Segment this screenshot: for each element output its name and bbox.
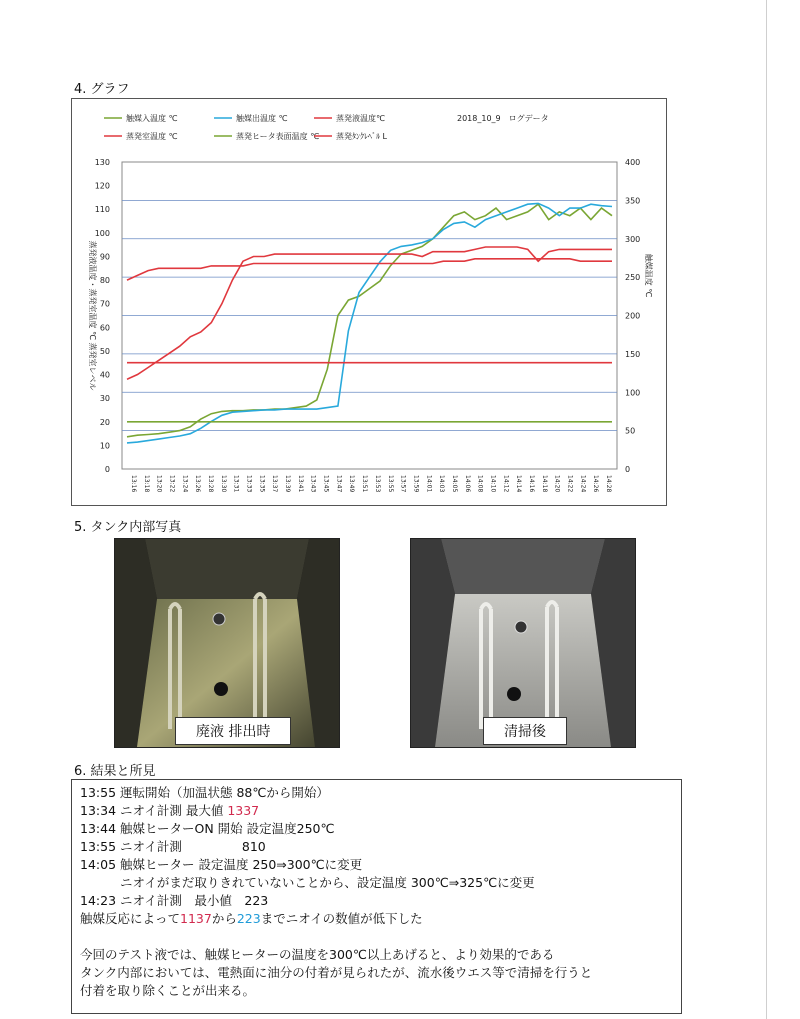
x-tick-label: 13:16	[130, 475, 137, 493]
photo-section-title: 5. タンク内部写真	[74, 520, 182, 535]
chart-annotation: 2018_10_9 ログデータ	[457, 114, 549, 123]
left-tick-label: 120	[94, 181, 110, 191]
tank-photo-before	[114, 538, 340, 748]
left-tick-label: 70	[99, 299, 110, 309]
right-axis-label: 触媒温度 ℃	[644, 253, 653, 298]
result-line-8	[80, 910, 673, 928]
result-line-8-suffix: までニオイの数値が低下した	[260, 911, 423, 926]
tank-interior-after-image	[411, 539, 635, 747]
page-edge-line	[766, 0, 767, 1019]
right-tick-label: 150	[625, 349, 641, 359]
x-tick-label: 13:47	[335, 475, 343, 493]
x-tick-label: 14:20	[553, 475, 561, 493]
results-section-title: 6. 結果と所見	[74, 764, 156, 779]
left-tick-label: 40	[99, 370, 110, 380]
x-tick-label: 14:12	[502, 475, 510, 493]
left-tick-label: 0	[104, 465, 110, 474]
right-tick-label: 250	[625, 273, 641, 283]
legend-label: 蒸発室温度 ℃	[126, 132, 178, 141]
tank-photo-after	[410, 538, 636, 748]
x-tick-label: 14:14	[515, 475, 523, 493]
photo-caption-after: 清掃後	[483, 717, 567, 745]
right-tick-label: 350	[625, 196, 641, 206]
right-tick-label: 200	[625, 311, 641, 321]
x-tick-label: 13:37	[271, 475, 279, 493]
x-tick-label: 14:28	[605, 475, 612, 493]
log-chart	[72, 99, 666, 505]
series-line-3	[127, 247, 612, 379]
odor-value-810: 810	[241, 839, 266, 854]
x-tick-label: 13:24	[181, 475, 189, 493]
x-tick-label: 13:39	[284, 475, 292, 493]
result-line-7: 14:23 ニオイ計測 最小値 223	[80, 893, 269, 908]
x-tick-label: 13:45	[322, 475, 330, 493]
result-line-1: 13:55 運転開始（加温状態 88℃から開始）	[80, 785, 329, 800]
result-line-2	[80, 802, 673, 820]
x-tick-label: 14:16	[527, 475, 535, 493]
result-line-8-mid: から	[211, 911, 237, 926]
x-tick-label: 14:03	[438, 475, 446, 493]
x-tick-label: 13:26	[194, 475, 202, 493]
odor-after-value: 223	[236, 911, 261, 926]
legend-label: 蒸発ヒータ表面温度 ℃	[236, 132, 320, 141]
x-tick-label: 14:05	[450, 475, 458, 493]
left-tick-label: 20	[99, 417, 110, 427]
x-tick-label: 13:49	[348, 475, 356, 493]
right-tick-label: 0	[625, 465, 631, 474]
x-tick-label: 13:30	[219, 475, 227, 493]
right-tick-label: 100	[625, 388, 641, 398]
x-tick-label: 13:57	[399, 475, 407, 493]
right-tick-label: 400	[625, 158, 641, 167]
legend-label: 蒸発液温度℃	[336, 114, 385, 123]
x-tick-label: 13:18	[142, 475, 150, 493]
series-line-1	[127, 203, 612, 443]
x-tick-label: 13:53	[373, 475, 381, 493]
graph-section-title: 4. グラフ	[74, 82, 130, 97]
result-line-4-text: 13:55 ニオイ計測	[80, 839, 182, 854]
result-line-5: 14:05 触媒ヒーター 設定温度 250⇒300℃に変更	[80, 857, 363, 872]
left-tick-label: 80	[99, 276, 110, 286]
left-tick-label: 90	[99, 252, 110, 262]
x-tick-label: 13:43	[309, 475, 317, 493]
max-odor-value: 1337	[227, 803, 260, 818]
log-chart-frame	[71, 98, 667, 506]
result-line-2-text: 13:34 ニオイ計測 最大値	[80, 803, 228, 818]
conclusion-line-1: 今回のテスト液では、触媒ヒーターの温度を300℃以上あげると、より効果的である	[80, 947, 555, 962]
legend-label: 触媒入温度 ℃	[126, 114, 178, 123]
x-tick-label: 13:55	[386, 475, 394, 493]
x-tick-label: 14:08	[476, 475, 484, 493]
left-tick-label: 100	[94, 228, 110, 238]
conclusion-line-2: タンク内部においては、電熱面に油分の付着が見られたが、流水後ウエス等で清掃を行うと	[80, 965, 593, 980]
left-tick-label: 130	[94, 158, 110, 167]
x-tick-label: 13:22	[168, 475, 176, 493]
results-box	[71, 779, 682, 1014]
right-tick-label: 50	[625, 426, 636, 436]
legend-label: 蒸発ﾀﾝｸﾚﾍﾞﾙ L	[336, 132, 387, 141]
left-tick-label: 10	[99, 441, 110, 451]
odor-before-value: 1137	[180, 911, 212, 926]
x-tick-label: 13:28	[207, 475, 215, 493]
left-tick-label: 30	[99, 394, 110, 404]
x-tick-label: 13:41	[296, 475, 304, 493]
result-line-8-prefix: 触媒反応によって	[80, 911, 181, 926]
tank-interior-before-image	[115, 539, 339, 747]
x-tick-label: 13:51	[361, 475, 369, 493]
left-tick-label: 50	[99, 346, 110, 356]
conclusion-line-3: 付着を取り除くことが出来る。	[80, 983, 256, 998]
x-tick-label: 13:59	[412, 475, 420, 493]
x-tick-label: 13:20	[155, 475, 163, 493]
x-tick-label: 14:01	[425, 475, 433, 493]
right-tick-label: 300	[625, 234, 641, 244]
photo-caption-before: 廃液 排出時	[175, 717, 291, 745]
left-axis-label: 蒸発液温度・蒸発室温度 ℃ 蒸発室レベル	[88, 240, 97, 391]
legend-label: 触媒出温度 ℃	[236, 114, 288, 123]
x-tick-label: 14:24	[579, 475, 587, 493]
x-tick-label: 14:22	[566, 475, 574, 493]
left-tick-label: 60	[99, 323, 110, 333]
x-tick-label: 13:35	[258, 475, 266, 493]
x-tick-label: 14:06	[463, 475, 471, 493]
x-tick-label: 13:31	[232, 475, 240, 493]
x-tick-label: 14:10	[489, 475, 497, 493]
result-line-3: 13:44 触媒ヒーターON 開始 設定温度250℃	[80, 821, 335, 836]
x-tick-label: 13:33	[245, 475, 253, 493]
result-line-6: ニオイがまだ取りきれていないことから、設定温度 300℃⇒325℃に変更	[120, 875, 535, 890]
result-line-4	[80, 838, 673, 856]
x-tick-label: 14:26	[592, 475, 600, 493]
left-tick-label: 110	[94, 205, 110, 215]
x-tick-label: 14:18	[540, 475, 548, 493]
